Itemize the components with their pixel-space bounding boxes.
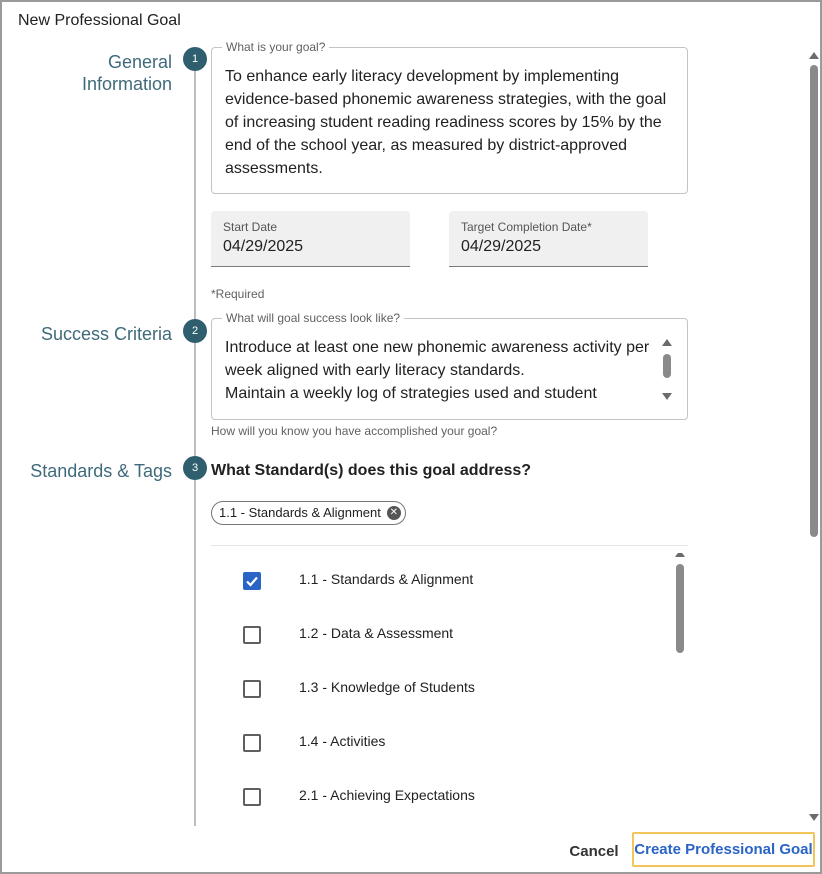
goal-textarea[interactable]: [211, 40, 688, 194]
dialog-scroll-down-icon[interactable]: [809, 814, 819, 821]
list-scrollbar-thumb[interactable]: [676, 564, 684, 653]
section-label-line: Information: [81, 74, 172, 94]
checkbox-unchecked[interactable]: [243, 788, 261, 806]
section-label-line: General: [107, 52, 172, 72]
target-date-label: Target Completion Date*: [461, 220, 592, 234]
step-badge-3: 3: [183, 456, 207, 480]
standard-label: 1.2 - Data & Assessment: [299, 625, 454, 641]
step-badge-1: 1: [183, 47, 207, 71]
standard-item[interactable]: [211, 769, 671, 823]
success-criteria-helper: How will you know you have accomplished your goal?: [211, 424, 498, 438]
textarea-scroll-up-icon[interactable]: [662, 339, 672, 346]
target-date-value[interactable]: 04/29/2025: [461, 238, 542, 255]
selected-standard-chip[interactable]: [211, 501, 406, 525]
standard-item[interactable]: [211, 607, 671, 661]
success-criteria-text[interactable]: [225, 336, 653, 414]
success-criteria-line: Maintain a weekly log of strategies used and student: [225, 385, 597, 402]
standards-question: What Standard(s) does this goal address?: [211, 462, 532, 479]
required-note: *Required: [211, 287, 265, 301]
checkbox-unchecked[interactable]: [243, 680, 261, 698]
standards-list: [211, 553, 688, 825]
section-label-general-information: [82, 51, 172, 95]
standard-item[interactable]: [211, 661, 671, 715]
create-professional-goal-button[interactable]: Create Professional Goal: [632, 832, 815, 867]
list-scroll-up-icon[interactable]: [675, 553, 685, 557]
success-criteria-field-label: What will goal success look like?: [222, 311, 404, 325]
chip-label: 1.1 - Standards & Alignment: [219, 505, 381, 520]
section-label-success-criteria: Success Criteria: [40, 324, 172, 344]
dialog-scrollbar-thumb[interactable]: [810, 65, 818, 537]
textarea-scrollbar-thumb[interactable]: [663, 354, 671, 378]
standard-item[interactable]: [211, 715, 671, 769]
step-badge-2: 2: [183, 319, 207, 343]
checkbox-checked[interactable]: [243, 572, 261, 590]
standard-label: 1.1 - Standards & Alignment: [299, 571, 474, 587]
standard-item[interactable]: [211, 553, 671, 607]
start-date-field[interactable]: [211, 211, 410, 267]
standard-label: 1.4 - Activities: [299, 733, 386, 749]
textarea-scroll-down-icon[interactable]: [662, 393, 672, 400]
dialog-title: New Professional Goal: [18, 12, 181, 29]
start-date-value[interactable]: 04/29/2025: [223, 238, 304, 255]
chip-remove-icon[interactable]: ✕: [387, 506, 401, 520]
standard-label: 1.3 - Knowledge of Students: [299, 679, 475, 695]
start-date-label: Start Date: [223, 220, 278, 234]
standard-label: 2.1 - Achieving Expectations: [299, 787, 475, 803]
step-timeline: [194, 68, 196, 826]
dialog-scroll-up-icon[interactable]: [809, 52, 819, 59]
target-completion-date-field[interactable]: [449, 211, 648, 267]
success-criteria-line: Introduce at least one new phonemic awareness activity per week aligned with early literacy standards.: [225, 339, 650, 379]
checkbox-unchecked[interactable]: [243, 626, 261, 644]
section-label-standards-tags: Standards & Tags: [30, 461, 172, 481]
success-criteria-textarea[interactable]: [211, 311, 688, 420]
goal-text[interactable]: To enhance early literacy development by implementing evidence-based phonemic awareness strategies, with the goal of increasing student reading readiness scores by 15% by the end of the school year, as measured by district-approved assessments.: [225, 68, 667, 177]
checkbox-unchecked[interactable]: [243, 734, 261, 752]
goal-field-label: What is your goal?: [222, 40, 329, 54]
cancel-button[interactable]: Cancel: [569, 843, 619, 860]
divider: [211, 545, 688, 546]
